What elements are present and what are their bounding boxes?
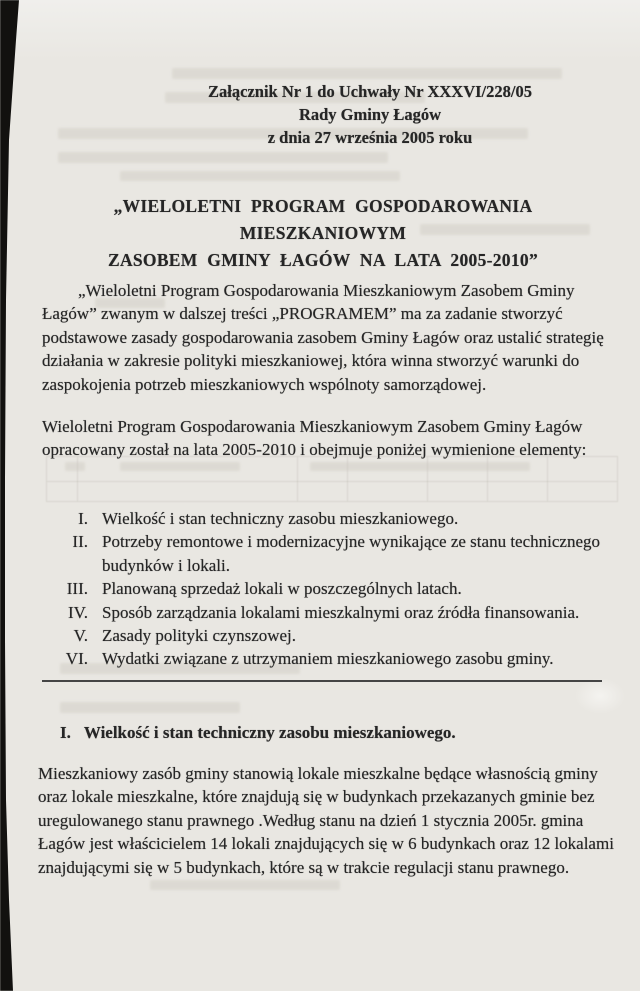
toc-item — [50, 601, 610, 624]
bleed-through-ghost — [150, 880, 340, 890]
toc-list — [50, 507, 610, 671]
section-paragraph: Mieszkaniowy zasób gminy stanowią lokale mieszkalne będące własnością gminy oraz lokale mieszkalne, które znajdują się w budynkach przekazanych gminie bez uregulowanego stanu prawnego .Według stanu na dzień 1 stycznia 2005r. gmina Łagów jest właścicielem 14 lokali znajdujących się w 6 budynkach oraz 12 lokalami znajdującymi się w 5 budynkach, które są w trakcie regulacji stanu prawnego. — [38, 764, 614, 877]
toc-item-numeral: V. — [73, 626, 88, 646]
toc-item-text: Wydatki związane z utrzymaniem mieszkaniowego zasobu gminy. — [102, 649, 554, 669]
bleed-through-ghost — [65, 462, 85, 471]
toc-item-text: Zasady polityki czynszowej. — [102, 626, 297, 646]
toc-item — [50, 647, 610, 670]
bleed-through-ghost — [310, 462, 530, 471]
toc-item — [50, 624, 610, 647]
elements-paragraph: Wieloletni Program Gospodarowania Mieszkaniowym Zasobem Gminy Łagów opracowany został na lata 2005-2010 i obejmuje poniżej wymienione elementy: — [42, 417, 587, 460]
bleed-through-ghost — [172, 68, 562, 79]
toc-item-numeral: III. — [66, 579, 88, 599]
toc-item — [50, 530, 610, 577]
section-heading — [60, 721, 600, 745]
document-title — [34, 193, 612, 274]
section-divider — [42, 680, 602, 682]
toc-item-numeral: VI. — [65, 649, 88, 669]
document-title-line: „WIELOLETNI PROGRAM GOSPODAROWANIA MIESZKANIOWYM — [113, 196, 533, 243]
bleed-through-ghost — [60, 702, 240, 713]
document-title-line: ZASOBEM GMINY ŁAGÓW NA LATA 2005-2010” — [107, 250, 539, 270]
attachment-line: Załącznik Nr 1 do Uchwały Nr XXXVI/228/05 — [208, 82, 532, 101]
toc-item-text: Wielkość i stan techniczny zasobu mieszkaniowego. — [102, 509, 459, 528]
section-heading-numeral: I. — [60, 723, 71, 742]
bleed-through-ghost — [120, 171, 400, 181]
attachment-line: z dnia 27 września 2005 roku — [267, 128, 473, 147]
attachment-line: Rady Gminy Łagów — [298, 105, 442, 124]
section-heading-text: Wielkość i stan techniczny zasobu mieszkaniowego. — [83, 723, 456, 742]
bleed-through-ghost — [58, 152, 388, 163]
intro-paragraph: „Wieloletni Program Gospodarowania Mieszkaniowym Zasobem Gminy Łagów” zwanym w dalszej treści „PROGRAMEM” ma za zadanie stworzyć podstawowe zasady gospodarowania zasobem Gminy Łagów oraz ustalić strategię działania w zakresie polityki mieszkaniowej, która winna stworzyć warunki do zaspokojenia potrzeb mieszkaniowych wspólnoty samorządowej. — [42, 281, 604, 394]
toc-item-numeral: IV. — [68, 602, 88, 622]
scan-edge-shadow — [0, 0, 22, 991]
scan-artifact-patch — [575, 678, 625, 714]
toc-item — [50, 507, 610, 530]
bleed-through-ghost — [120, 462, 240, 471]
toc-item — [50, 577, 610, 600]
toc-item-text: Potrzeby remontowe i modernizacyjne wynikające ze stanu technicznego budynków i lokali. — [102, 532, 600, 575]
toc-item-text: Sposób zarządzania lokalami mieszkalnymi oraz źródła finansowania. — [102, 602, 580, 622]
toc-item-numeral: II. — [72, 532, 88, 552]
toc-item-text: Planowaną sprzedaż lokali w poszczególnych latach. — [102, 579, 462, 599]
attachment-header — [110, 80, 630, 149]
toc-item-numeral: I. — [78, 509, 88, 528]
